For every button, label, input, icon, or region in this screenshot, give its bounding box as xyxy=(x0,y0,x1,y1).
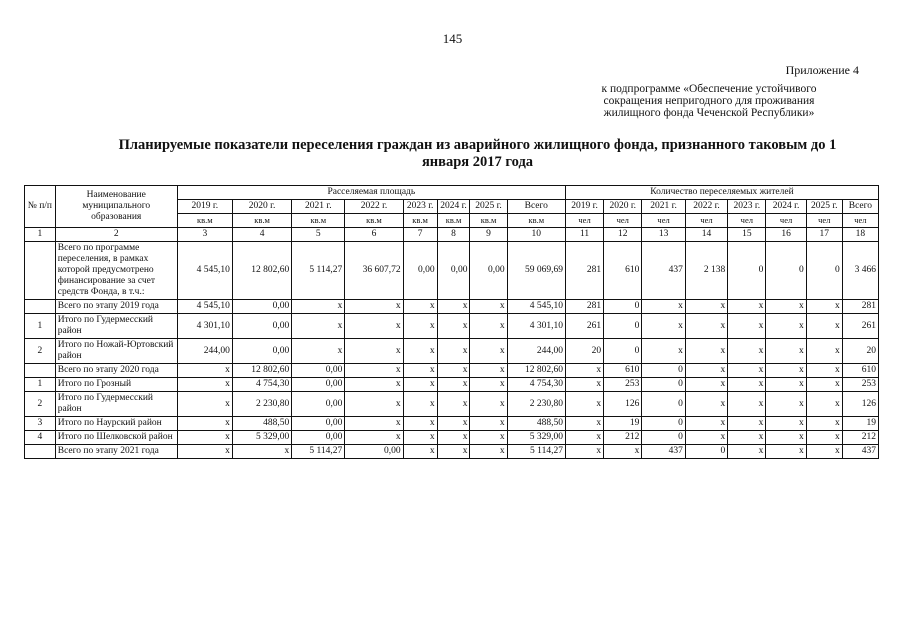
people-value: x xyxy=(604,445,642,459)
table-row xyxy=(25,417,879,431)
header-people-year: 2021 г. xyxy=(642,200,685,214)
header-num: № п/п xyxy=(25,186,56,228)
table-row xyxy=(25,378,879,392)
area-unit: кв.м xyxy=(345,214,403,228)
area-value: x xyxy=(470,392,507,417)
area-value: x xyxy=(437,339,470,364)
people-value: x xyxy=(728,417,766,431)
area-value: x xyxy=(470,339,507,364)
column-number: 6 xyxy=(345,228,403,242)
row-name: Всего по этапу 2021 года xyxy=(55,445,177,459)
row-name: Итого по Наурский район xyxy=(55,417,177,431)
people-value: 212 xyxy=(604,431,642,445)
people-value: x xyxy=(642,300,685,314)
header-row xyxy=(25,186,879,200)
area-value: 5 114,27 xyxy=(507,445,565,459)
people-unit: чел xyxy=(642,214,685,228)
area-value: x xyxy=(403,417,437,431)
area-unit: кв.м xyxy=(403,214,437,228)
area-value: x xyxy=(403,378,437,392)
people-value: x xyxy=(766,431,806,445)
area-value: x xyxy=(403,314,437,339)
area-value: x xyxy=(437,417,470,431)
people-value: 0 xyxy=(642,364,685,378)
people-value: 19 xyxy=(842,417,878,431)
column-number: 9 xyxy=(470,228,507,242)
people-value: x xyxy=(766,392,806,417)
people-value: x xyxy=(685,392,727,417)
area-value: x xyxy=(403,364,437,378)
people-value: x xyxy=(728,314,766,339)
area-value: 5 114,27 xyxy=(292,445,345,459)
area-value: x xyxy=(177,364,232,378)
header-people-year: 2022 г. xyxy=(685,200,727,214)
area-value: 0,00 xyxy=(292,431,345,445)
people-value: 126 xyxy=(842,392,878,417)
area-value: x xyxy=(470,431,507,445)
row-name: Итого по Грозный xyxy=(55,378,177,392)
area-value: 0,00 xyxy=(437,242,470,300)
area-value: 12 802,60 xyxy=(232,364,291,378)
column-number: 17 xyxy=(806,228,842,242)
table-row xyxy=(25,364,879,378)
document-title: Планируемые показатели переселения граждан из аварийного жилищного фонда, признанного таковым до 1 января 2017 года xyxy=(118,137,837,170)
area-unit: кв.м xyxy=(507,214,565,228)
people-value: 0 xyxy=(642,392,685,417)
people-value: 437 xyxy=(642,445,685,459)
people-value: 281 xyxy=(565,242,603,300)
area-value: x xyxy=(292,314,345,339)
row-name: Итого по Шелковской район xyxy=(55,431,177,445)
area-value: 0,00 xyxy=(232,300,291,314)
area-value: x xyxy=(403,392,437,417)
header-people-year: Всего xyxy=(842,200,878,214)
people-value: 0 xyxy=(604,300,642,314)
area-value: 4 301,10 xyxy=(507,314,565,339)
area-value: 488,50 xyxy=(507,417,565,431)
row-name: Всего по программе переселения, в рамках которой предусмотрено финансирование за счет средств Фонда, в т.ч.: xyxy=(55,242,177,300)
area-unit: кв.м xyxy=(470,214,507,228)
area-value: x xyxy=(403,300,437,314)
people-value: 0 xyxy=(604,339,642,364)
area-value: 4 545,10 xyxy=(507,300,565,314)
area-value: x xyxy=(437,300,470,314)
area-value: x xyxy=(403,431,437,445)
column-number: 13 xyxy=(642,228,685,242)
header-people-year: 2023 г. xyxy=(728,200,766,214)
people-unit: чел xyxy=(685,214,727,228)
row-name: Итого по Гудермесский район xyxy=(55,392,177,417)
area-value: 0,00 xyxy=(403,242,437,300)
area-value: 244,00 xyxy=(177,339,232,364)
area-value: x xyxy=(437,378,470,392)
area-value: x xyxy=(292,339,345,364)
people-value: 20 xyxy=(565,339,603,364)
people-value: 3 466 xyxy=(842,242,878,300)
people-value: 0 xyxy=(642,417,685,431)
area-value: x xyxy=(345,300,403,314)
area-value: x xyxy=(470,300,507,314)
people-value: 19 xyxy=(604,417,642,431)
area-unit: кв.м xyxy=(232,214,291,228)
table-row xyxy=(25,339,879,364)
header-area-group: Расселяемая площадь xyxy=(177,186,565,200)
header-people-year: 2019 г. xyxy=(565,200,603,214)
area-value: x xyxy=(177,392,232,417)
area-value: 0,00 xyxy=(232,339,291,364)
people-value: x xyxy=(766,339,806,364)
table-body xyxy=(25,228,879,459)
area-unit: кв.м xyxy=(177,214,232,228)
people-value: 253 xyxy=(604,378,642,392)
people-value: 0 xyxy=(642,378,685,392)
header-area-year: 2021 г. xyxy=(292,200,345,214)
table-row xyxy=(25,445,879,459)
people-value: x xyxy=(766,314,806,339)
row-number: 1 xyxy=(25,314,56,339)
area-value: x xyxy=(437,431,470,445)
row-name: Итого по Гудермесский район xyxy=(55,314,177,339)
resettlement-table xyxy=(24,185,879,459)
column-number: 11 xyxy=(565,228,603,242)
people-value: x xyxy=(806,417,842,431)
people-value: 281 xyxy=(842,300,878,314)
column-number: 10 xyxy=(507,228,565,242)
area-value: x xyxy=(470,378,507,392)
table-row xyxy=(25,431,879,445)
area-value: 0,00 xyxy=(292,378,345,392)
people-value: x xyxy=(766,445,806,459)
area-value: x xyxy=(177,431,232,445)
table-header xyxy=(25,186,879,228)
area-value: 5 114,27 xyxy=(292,242,345,300)
people-value: 610 xyxy=(842,364,878,378)
area-value: x xyxy=(345,314,403,339)
area-value: x xyxy=(177,417,232,431)
row-number xyxy=(25,445,56,459)
area-value: 488,50 xyxy=(232,417,291,431)
people-value: x xyxy=(728,378,766,392)
area-value: 0,00 xyxy=(292,364,345,378)
header-people-year: 2020 г. xyxy=(604,200,642,214)
people-unit: чел xyxy=(842,214,878,228)
column-number: 12 xyxy=(604,228,642,242)
people-value: x xyxy=(728,445,766,459)
people-value: x xyxy=(728,431,766,445)
area-unit: кв.м xyxy=(292,214,345,228)
area-value: x xyxy=(437,314,470,339)
area-unit: кв.м xyxy=(437,214,470,228)
people-value: 261 xyxy=(842,314,878,339)
row-number: 2 xyxy=(25,339,56,364)
row-number xyxy=(25,300,56,314)
area-value: x xyxy=(345,417,403,431)
area-value: 5 329,00 xyxy=(232,431,291,445)
area-value: x xyxy=(403,445,437,459)
area-value: 0,00 xyxy=(470,242,507,300)
header-area-year: 2024 г. xyxy=(437,200,470,214)
people-value: x xyxy=(806,339,842,364)
people-value: x xyxy=(728,339,766,364)
column-number: 14 xyxy=(685,228,727,242)
people-value: 212 xyxy=(842,431,878,445)
people-value: x xyxy=(685,417,727,431)
area-value: x xyxy=(437,392,470,417)
area-value: x xyxy=(177,445,232,459)
column-number: 18 xyxy=(842,228,878,242)
area-value: 0,00 xyxy=(232,314,291,339)
area-value: x xyxy=(470,445,507,459)
area-value: 2 230,80 xyxy=(232,392,291,417)
people-value: x xyxy=(806,445,842,459)
table-row xyxy=(25,392,879,417)
people-unit: чел xyxy=(766,214,806,228)
people-value: x xyxy=(565,445,603,459)
people-value: x xyxy=(728,364,766,378)
people-value: 261 xyxy=(565,314,603,339)
row-number: 3 xyxy=(25,417,56,431)
area-value: 36 607,72 xyxy=(345,242,403,300)
header-area-year: 2020 г. xyxy=(232,200,291,214)
area-value: 5 329,00 xyxy=(507,431,565,445)
column-number: 8 xyxy=(437,228,470,242)
people-value: 0 xyxy=(728,242,766,300)
people-value: 437 xyxy=(842,445,878,459)
area-value: x xyxy=(345,364,403,378)
column-number: 5 xyxy=(292,228,345,242)
people-value: 2 138 xyxy=(685,242,727,300)
area-value: x xyxy=(470,314,507,339)
column-numbers-row xyxy=(25,228,879,242)
row-number: 4 xyxy=(25,431,56,445)
people-unit: чел xyxy=(604,214,642,228)
column-number: 1 xyxy=(25,228,56,242)
column-number: 3 xyxy=(177,228,232,242)
row-number: 1 xyxy=(25,378,56,392)
area-value: 244,00 xyxy=(507,339,565,364)
column-number: 16 xyxy=(766,228,806,242)
row-number xyxy=(25,242,56,300)
area-value: 59 069,69 xyxy=(507,242,565,300)
people-value: x xyxy=(685,378,727,392)
people-value: x xyxy=(565,417,603,431)
people-value: x xyxy=(806,392,842,417)
people-value: x xyxy=(766,417,806,431)
people-value: x xyxy=(766,378,806,392)
area-value: 4 301,10 xyxy=(177,314,232,339)
people-value: 20 xyxy=(842,339,878,364)
area-value: x xyxy=(437,364,470,378)
people-value: 0 xyxy=(806,242,842,300)
row-number: 2 xyxy=(25,392,56,417)
area-value: x xyxy=(470,417,507,431)
people-value: x xyxy=(728,392,766,417)
header-area-year: 2022 г. xyxy=(345,200,403,214)
area-value: x xyxy=(177,378,232,392)
row-name: Всего по этапу 2020 года xyxy=(55,364,177,378)
appendix-title: Приложение 4 xyxy=(785,63,859,77)
column-number: 4 xyxy=(232,228,291,242)
people-value: 281 xyxy=(565,300,603,314)
page-number: 145 xyxy=(442,31,463,46)
area-value: 4 754,30 xyxy=(232,378,291,392)
area-value: x xyxy=(437,445,470,459)
people-value: x xyxy=(685,339,727,364)
area-value: x xyxy=(232,445,291,459)
row-name: Итого по Ножай-Юртовский район xyxy=(55,339,177,364)
people-value: x xyxy=(806,314,842,339)
header-name: Наименование муниципального образования xyxy=(55,186,177,228)
people-unit: чел xyxy=(806,214,842,228)
people-value: 0 xyxy=(766,242,806,300)
area-value: 2 230,80 xyxy=(507,392,565,417)
people-value: x xyxy=(565,378,603,392)
people-value: x xyxy=(642,314,685,339)
people-value: x xyxy=(806,300,842,314)
people-value: x xyxy=(685,364,727,378)
table-row xyxy=(25,314,879,339)
people-value: x xyxy=(685,314,727,339)
area-value: x xyxy=(345,431,403,445)
people-unit: чел xyxy=(728,214,766,228)
area-value: 4 545,10 xyxy=(177,242,232,300)
header-area-year: Всего xyxy=(507,200,565,214)
column-number: 15 xyxy=(728,228,766,242)
area-value: 0,00 xyxy=(292,392,345,417)
people-value: 0 xyxy=(642,431,685,445)
area-value: x xyxy=(292,300,345,314)
people-value: x xyxy=(642,339,685,364)
people-value: x xyxy=(565,364,603,378)
header-area-year: 2023 г. xyxy=(403,200,437,214)
people-value: x xyxy=(766,300,806,314)
area-value: 4 754,30 xyxy=(507,378,565,392)
table-row xyxy=(25,300,879,314)
area-value: x xyxy=(470,364,507,378)
people-value: 437 xyxy=(642,242,685,300)
header-people-group: Количество переселяемых жителей xyxy=(565,186,878,200)
people-unit: чел xyxy=(565,214,603,228)
area-value: 12 802,60 xyxy=(507,364,565,378)
area-value: x xyxy=(403,339,437,364)
people-value: 610 xyxy=(604,364,642,378)
appendix-subtitle: к подпрограмме «Обеспечение устойчивого сокращения непригодного для проживания жилищного фонда Чеченской Республики» xyxy=(601,83,817,119)
people-value: 610 xyxy=(604,242,642,300)
area-value: x xyxy=(345,378,403,392)
header-area-year: 2025 г. xyxy=(470,200,507,214)
people-value: 0 xyxy=(685,445,727,459)
people-value: x xyxy=(766,364,806,378)
people-value: x xyxy=(806,378,842,392)
people-value: x xyxy=(685,431,727,445)
people-value: x xyxy=(728,300,766,314)
column-number: 2 xyxy=(55,228,177,242)
people-value: x xyxy=(565,431,603,445)
table-row xyxy=(25,242,879,300)
people-value: 126 xyxy=(604,392,642,417)
row-number xyxy=(25,364,56,378)
column-number: 7 xyxy=(403,228,437,242)
row-name: Всего по этапу 2019 года xyxy=(55,300,177,314)
area-value: x xyxy=(345,339,403,364)
area-value: 12 802,60 xyxy=(232,242,291,300)
area-value: x xyxy=(345,392,403,417)
area-value: 4 545,10 xyxy=(177,300,232,314)
header-area-year: 2019 г. xyxy=(177,200,232,214)
header-people-year: 2024 г. xyxy=(766,200,806,214)
header-people-year: 2025 г. xyxy=(806,200,842,214)
people-value: x xyxy=(565,392,603,417)
people-value: x xyxy=(685,300,727,314)
people-value: x xyxy=(806,364,842,378)
people-value: x xyxy=(806,431,842,445)
people-value: 253 xyxy=(842,378,878,392)
people-value: 0 xyxy=(604,314,642,339)
area-value: 0,00 xyxy=(292,417,345,431)
area-value: 0,00 xyxy=(345,445,403,459)
